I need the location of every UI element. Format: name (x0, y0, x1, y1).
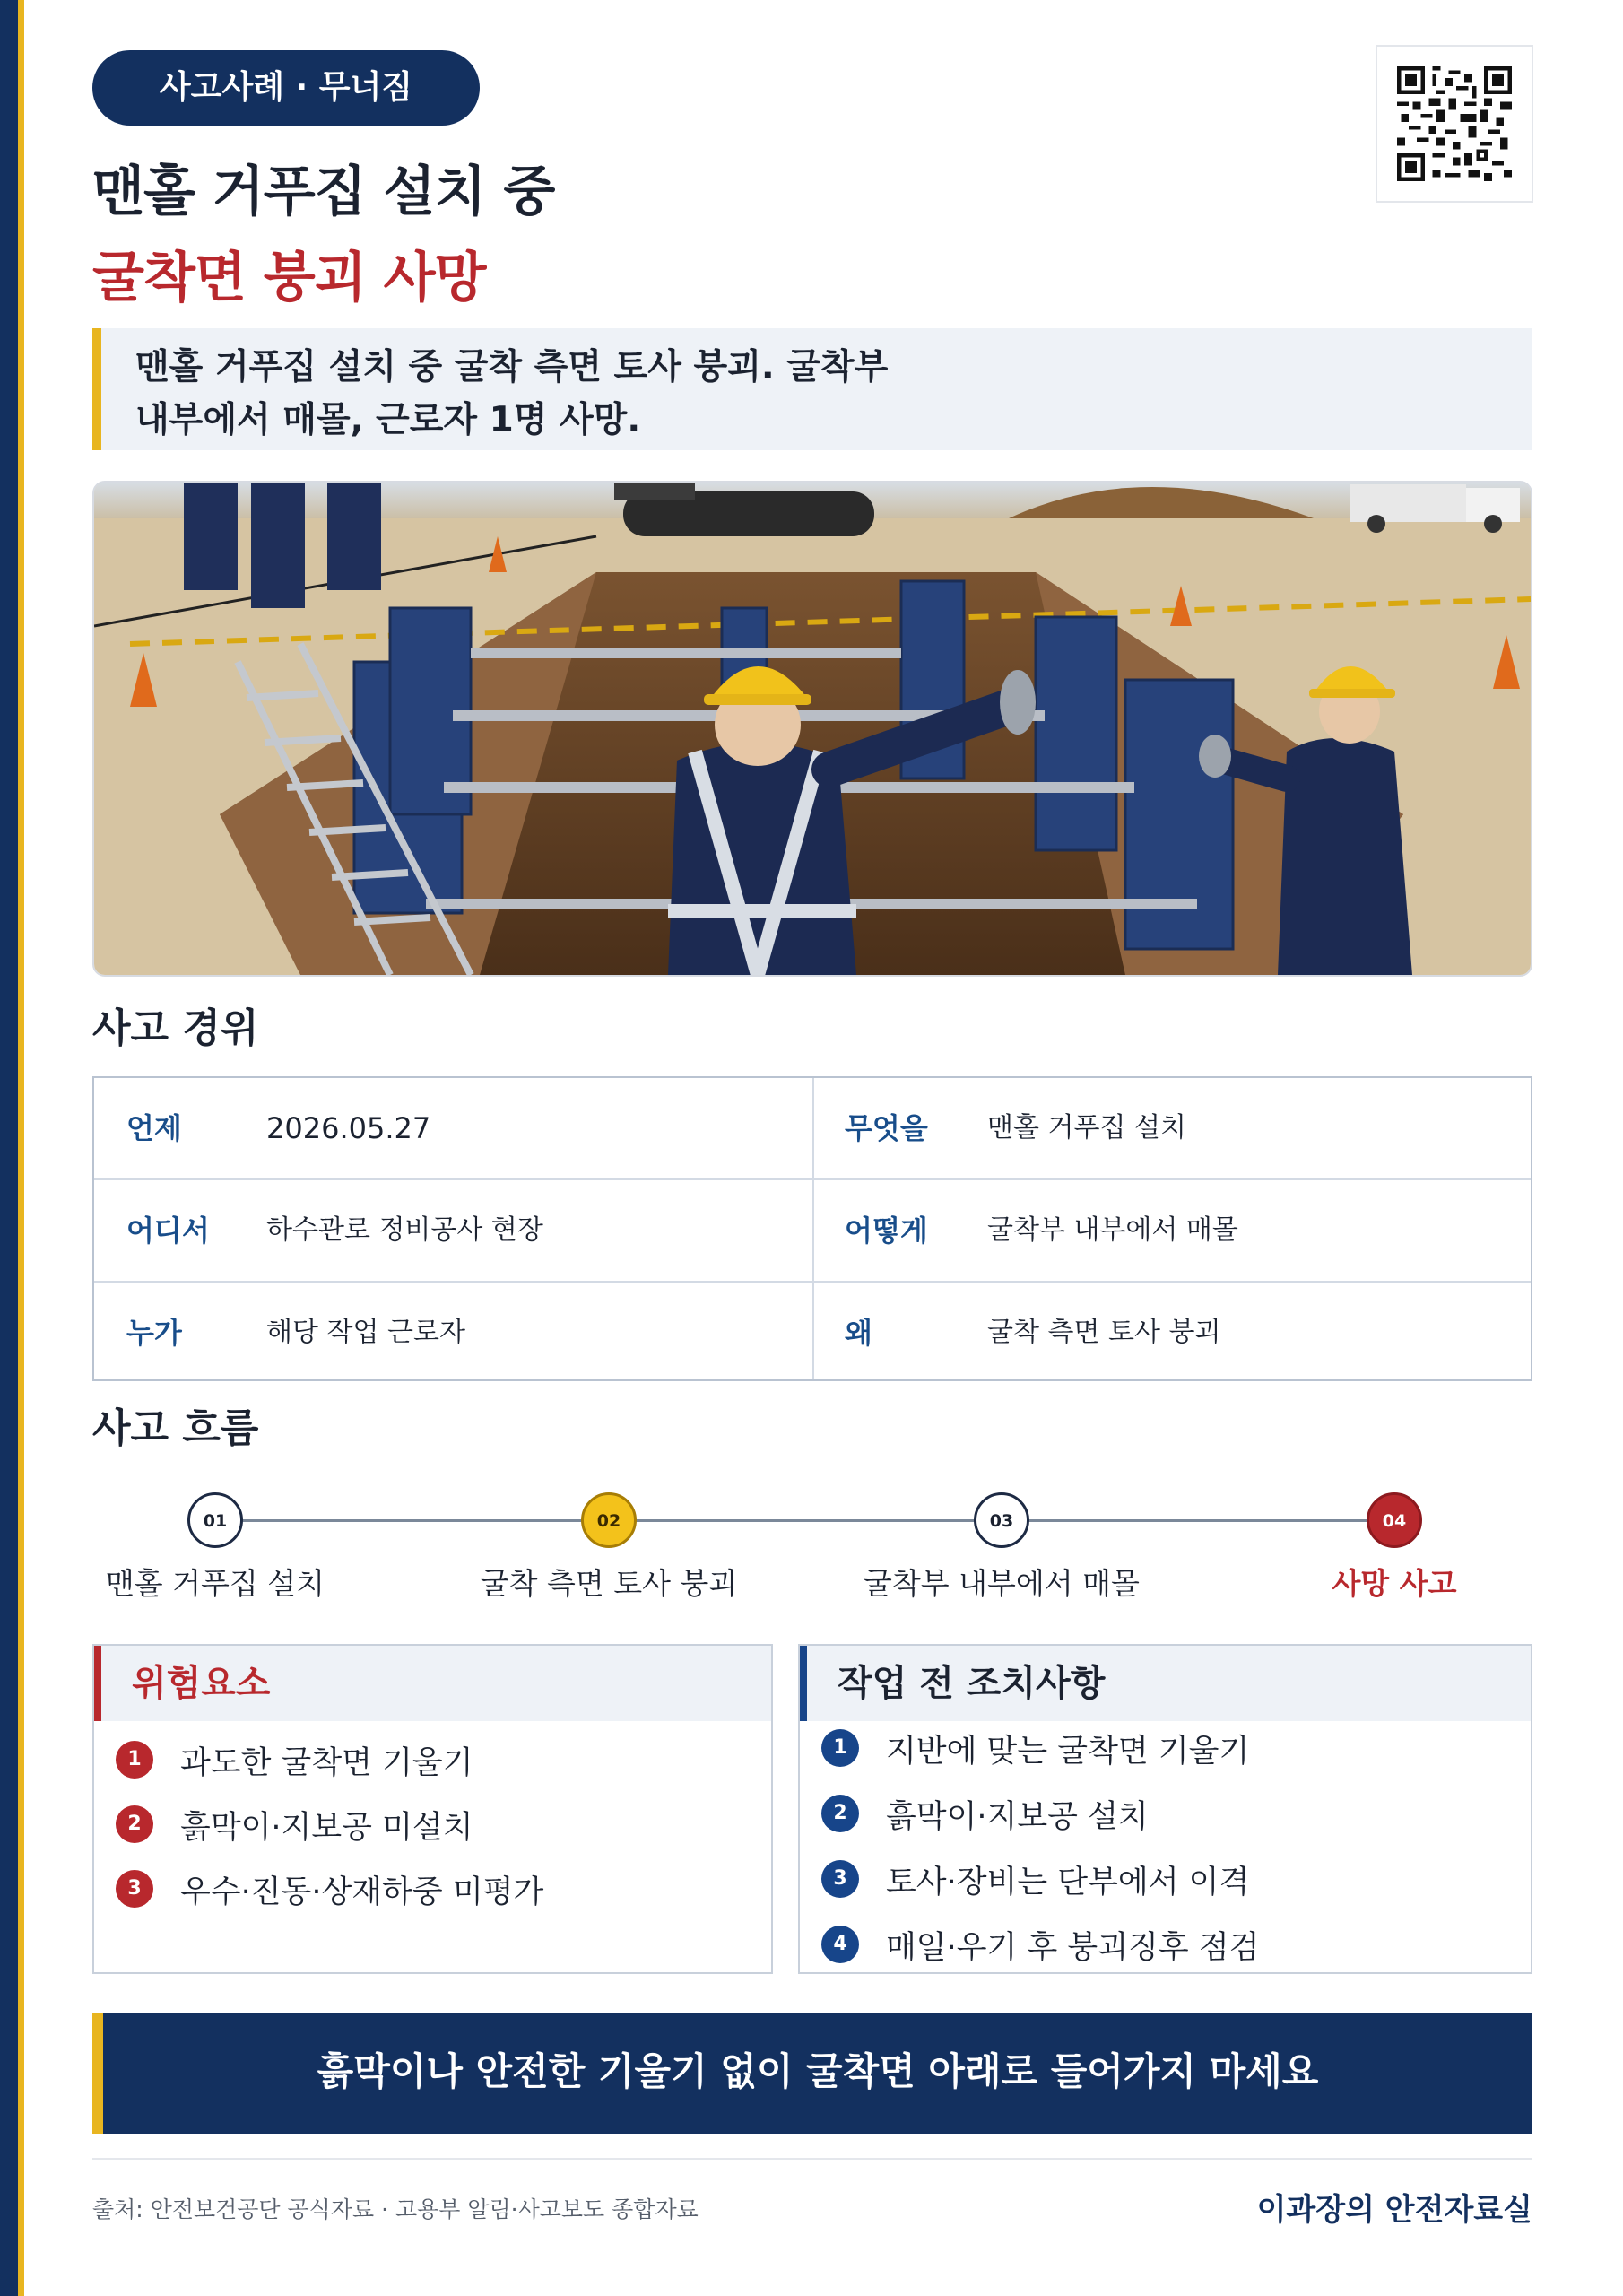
value-what: 맨홀 거푸집 설치 (987, 1112, 1186, 1144)
flow-connector-line (215, 1519, 1394, 1522)
qr-code-icon[interactable] (1376, 45, 1533, 203)
flow-step-4-label: 사망 사고 (1332, 1566, 1457, 1601)
hazard-item-3: 우수·진동·상재하중 미평가 (180, 1874, 544, 1910)
value-who: 해당 작업 근로자 (266, 1317, 465, 1348)
page-title-line1: 맨홀 거푸집 설치 중 (92, 161, 555, 223)
summary-line2: 내부에서 매몰, 근로자 1명 사망. (135, 400, 641, 440)
summary-box (92, 328, 1532, 450)
hazards-panel (92, 1644, 773, 1974)
flow-step-4-circle: 04 (1367, 1492, 1422, 1548)
precautions-heading: 작업 전 조치사항 (838, 1663, 1106, 1704)
accident-overview-table (92, 1076, 1532, 1381)
precaution-number-2: 2 (821, 1795, 859, 1832)
precaution-number-3: 3 (821, 1860, 859, 1898)
hazard-item-2: 흙막이·지보공 미설치 (180, 1810, 473, 1846)
section-title-accident-flow: 사고 흐름 (92, 1405, 259, 1451)
flow-step-2-label: 굴착 측면 토사 붕괴 (480, 1566, 738, 1601)
precaution-item-3: 토사·장비는 단부에서 이격 (886, 1865, 1250, 1900)
category-pill: 사고사례 · 무너짐 (92, 50, 480, 126)
flow-step-1-circle: 01 (187, 1492, 243, 1548)
label-when: 언제 (126, 1111, 182, 1145)
warning-banner: 흙막이나 안전한 기울기 없이 굴착면 아래로 들어가지 마세요 (92, 2013, 1532, 2134)
footer-divider (92, 2158, 1532, 2160)
footer-brand: 이과장의 안전자료실 (1256, 2192, 1532, 2228)
accident-scene-illustration (92, 481, 1532, 977)
side-stripe-navy (0, 0, 18, 2296)
label-how: 어떻게 (845, 1213, 928, 1248)
precaution-number-1: 1 (821, 1729, 859, 1767)
flow-step-1-label: 맨홀 거푸집 설치 (105, 1566, 325, 1601)
hazards-heading: 위험요소 (132, 1663, 271, 1704)
hazard-number-1: 1 (116, 1741, 153, 1779)
value-how: 굴착부 내부에서 매몰 (987, 1214, 1238, 1246)
flow-step-2-circle: 02 (581, 1492, 637, 1548)
precaution-number-4: 4 (821, 1926, 859, 1963)
summary-line1: 맨홀 거푸집 설치 중 굴착 측면 토사 붕괴. 굴착부 (135, 347, 889, 387)
table-row (94, 1180, 1531, 1283)
hazard-number-2: 2 (116, 1805, 153, 1843)
flow-step-3-label: 굴착부 내부에서 매몰 (864, 1566, 1140, 1601)
section-title-accident-overview: 사고 경위 (92, 1005, 259, 1051)
label-why: 왜 (845, 1316, 872, 1350)
value-when: 2026.05.27 (266, 1111, 431, 1145)
precaution-item-1: 지반에 맞는 굴착면 기울기 (886, 1734, 1250, 1770)
hazard-number-3: 3 (116, 1870, 153, 1908)
page-title-line2: 굴착면 붕괴 사망 (92, 247, 486, 309)
hazards-panel-header (94, 1646, 771, 1721)
label-who: 누가 (126, 1316, 182, 1350)
footer-source: 출처: 안전보건공단 공식자료 · 고용부 알림·사고보도 종합자료 (92, 2196, 699, 2222)
precaution-item-2: 흙막이·지보공 설치 (886, 1799, 1149, 1835)
precautions-panel-header (800, 1646, 1531, 1721)
precaution-item-4: 매일·우기 후 붕괴징후 점검 (886, 1930, 1260, 1966)
side-stripe-gold (18, 0, 24, 2296)
table-row (94, 1078, 1531, 1180)
value-why: 굴착 측면 토사 붕괴 (987, 1317, 1221, 1348)
flow-step-3-circle: 03 (974, 1492, 1029, 1548)
precautions-panel (798, 1644, 1532, 1974)
hazard-item-1: 과도한 굴착면 기울기 (180, 1745, 473, 1781)
value-where: 하수관로 정비공사 현장 (266, 1214, 543, 1246)
label-where: 어디서 (126, 1213, 210, 1248)
label-what: 무엇을 (845, 1111, 928, 1145)
table-row (94, 1283, 1531, 1383)
